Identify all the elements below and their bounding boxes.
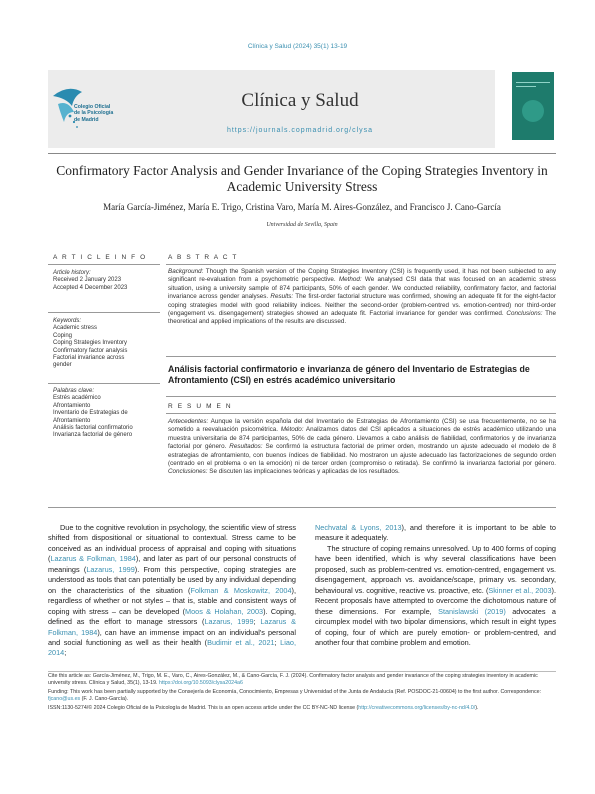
divider	[166, 356, 556, 357]
article-info-heading: A R T I C L E I N F O	[53, 254, 147, 261]
body-text: ), and later as part of our personal constructs of meanings (	[48, 554, 296, 574]
abstract-heading: A B S T R A C T	[168, 254, 238, 261]
citation-link[interactable]: Liao, 2014	[48, 637, 296, 658]
article-title: Confirmatory Factor Analysis and Gender Invariance of the Coping Strategies Inventory in Academic University Stress	[56, 163, 548, 194]
citation-link[interactable]: Budimir et al., 2021	[207, 637, 275, 647]
journal-citation-line: Clínica y Salud (2024) 35(1) 13-19	[247, 43, 348, 50]
body-text: The structure of coping remains unresolved. Up to 400 forms of coping have been identified, which is why several classifications have been proposed, such as problem-centred vs. emotion-centred, engagement vs. disengagement, approach vs. avoidance/scape, primary vs. secondary, behavioural vs. cognitive, reactive vs. proactive, etc. (	[315, 543, 556, 595]
citation-link[interactable]: Lazarus, 1999	[204, 617, 254, 627]
journal-name: Clínica y Salud	[241, 90, 359, 111]
body-right-column	[315, 523, 556, 648]
body-text: ). Recent proposals have attempted to overcome the dichotomous nature of these dimensions. For example,	[315, 585, 556, 616]
divider	[166, 413, 556, 414]
body-text: ), can have an immense impact on an individual's personal and social functioning as well as their health (	[48, 627, 296, 647]
palabras-clave-list: Palabras clave: Estrés académico Afrontamiento Inventario de Estrategias de Afrontamiento Análisis factorial confirmatorio Invarianza factorial de género	[53, 388, 133, 439]
doi-link[interactable]: https://doi.org/10.5093/clysa2024a6	[159, 680, 243, 686]
citation-link[interactable]: Lazarus & Folkman, 1984	[48, 617, 296, 637]
body-text: ). From this perspective, coping strategies are understood as tools that can potentially be used by any individual depending on the characteristics of the situation (	[48, 564, 296, 595]
journal-url[interactable]: https://journals.copmadrid.org/clysa	[226, 127, 374, 134]
body-text: ;	[64, 648, 67, 658]
body-text: Due to the cognitive revolution in psychology, the scientific view of stress shifted from dispositional or situational to contextual. Stress came to be conceived as an individual process of appraisal and coping with situations (	[48, 523, 296, 564]
divider	[166, 396, 556, 397]
license-note: ISSN:1130-5274/© 2024 Colegio Oficial de la Psicología de Madrid. This is an open access article under the CC BY-NC-ND license (http://creativecommons.org/licenses/by-nc-nd/4.0/).	[48, 705, 479, 711]
article-affiliation: Universidad de Sevilla, Spain	[266, 222, 338, 228]
divider	[48, 507, 556, 508]
email-link[interactable]: fjcano@us.es	[48, 696, 81, 702]
divider	[166, 264, 556, 265]
article-authors: María García-Jiménez, María E. Trigo, Cristina Varo, María M. Aires-González, and Francisco J. Cano-García	[103, 202, 501, 212]
citation-note: Cite this article as: García-Jiménez, M., Trigo, M. E., Varo, C., Aires-González, M., & Cano-García, F. J. (2024). Confirmatory factor analysis and gender invariance of the coping strategies inventory in academic university stress. Clínica y Salud, 35(1), 13-19. https://doi.org/10.5093/clysa2024a6	[48, 673, 538, 686]
journal-cover-image	[512, 72, 554, 140]
citation-link[interactable]: Folkman & Moskowitz, 2004	[190, 585, 292, 595]
logo-text: Colegio Oficial de la Psicología de Madrid	[74, 104, 114, 123]
funding-note: Funding: This work has been partially supported by the Consejería de Economía, Conocimiento, Empresas y Universidad of the Junta de Andalucía (Ref. POSDOC-21-00604) to the first author. Correspondence: fjcano@us.es (F. J. Cano-García).	[48, 689, 542, 702]
body-text: ). Coping, defined as the effort to manage stressors (	[48, 606, 296, 627]
footer-divider	[48, 671, 556, 672]
divider	[48, 383, 160, 384]
resumen-heading: R E S U M E N	[168, 403, 233, 410]
header-divider	[48, 153, 556, 154]
divider	[48, 264, 160, 265]
citation-link[interactable]: Lazarus & Folkman, 1984	[50, 554, 136, 564]
body-text: ), regardless of whether or not styles – that is, stable and consistent ways of coping with stress – can be developed (	[48, 585, 296, 616]
body-text: ), and therefore it is important to be able to measure it adequately.	[315, 523, 556, 543]
article-history: Article history: Received 2 January 2023 Accepted 4 December 2023	[53, 270, 128, 291]
divider	[48, 312, 160, 313]
citation-link[interactable]: Moos & Holahan, 2003	[185, 606, 264, 616]
spanish-title: Análisis factorial confirmatorio e invarianza de género del Inventario de Estrategias de Afrontamiento (CSI) en estrés académico universitario	[168, 364, 530, 385]
citation-link[interactable]: Skinner et al., 2003	[488, 585, 552, 595]
citation-link[interactable]: Stanislawski (2019)	[438, 606, 506, 616]
resumen-text: Antecedentes: Aunque la versión española del del Inventario de Estrategias de Afrontamiento (CSI) se usa frecuentemente, no se ha sometido a reevaluación psicométrica. Método: Analizamos datos del CSI aplicados a situaciones de estrés académico utilizando una muestra universitaria de 874 participantes, 50% de cada género. Llevamos a cabo análisis de fiabilidad, confirmatorios y de invarianza factorial por género. Resultados: Se confirmó la estructura factorial de primer orden, mostrando un ajuste adecuado el modelo de 8 estrategias de afrontamiento, con buenos índices de fiabilidad. No mostraron un ajuste adecuado las factorizaciones de segundo orden (centrado en el problema o en la emoción) ni de tercer orden (compromiso o retirada). Se confirmó la invarianza factorial por género. Conclusiones: Se discuten las implicaciones teóricas y aplicadas de los resultados.	[168, 418, 556, 476]
citation-link[interactable]: Nechvatal & Lyons, 2013	[315, 523, 402, 532]
citation-link[interactable]: Lazarus, 1999	[86, 564, 135, 574]
keywords-list: Keywords: Academic stress Coping Coping Strategies Inventory Confirmatory factor analysis Factorial invariance across gender	[53, 318, 128, 369]
body-left-column	[48, 523, 296, 659]
license-link[interactable]: http://creativecommons.org/licenses/by-nc-nd/4.0/	[358, 705, 476, 711]
body-text: ;	[274, 637, 281, 647]
abstract-text: Background: Though the Spanish version of the Coping Strategies Inventory (CSI) is frequently used, it has not been subjected to any significant re-evaluation from a psychometric perspective. Method: We analysed CSI data that was focused on an academic stress situation, using a university sample of 874 participants, 50% of each gender. We conducted reliability, confirmatory factor, and factorial invariance across gender analyses. Results: The first-order factorial structure was confirmed, showing an adequate fit for the eight-factor coping strategies model with good reliability indices. Neither the second-order (problem-centred vs. emotion-centred) nor third-order (engagement vs. disengagement) strategies showed an adequate fit. Factorial invariance for gender was confirmed. Conclusions: The theoretical and applied implications of the results are discussed.	[168, 268, 556, 326]
body-text: ;	[253, 617, 261, 627]
body-text: advocates a circumplex model with two bipolar dimensions, which result in eight types of coping, four of which are purely emotion- or problem-centred, and another four that combine problem and emotion.	[315, 606, 556, 647]
